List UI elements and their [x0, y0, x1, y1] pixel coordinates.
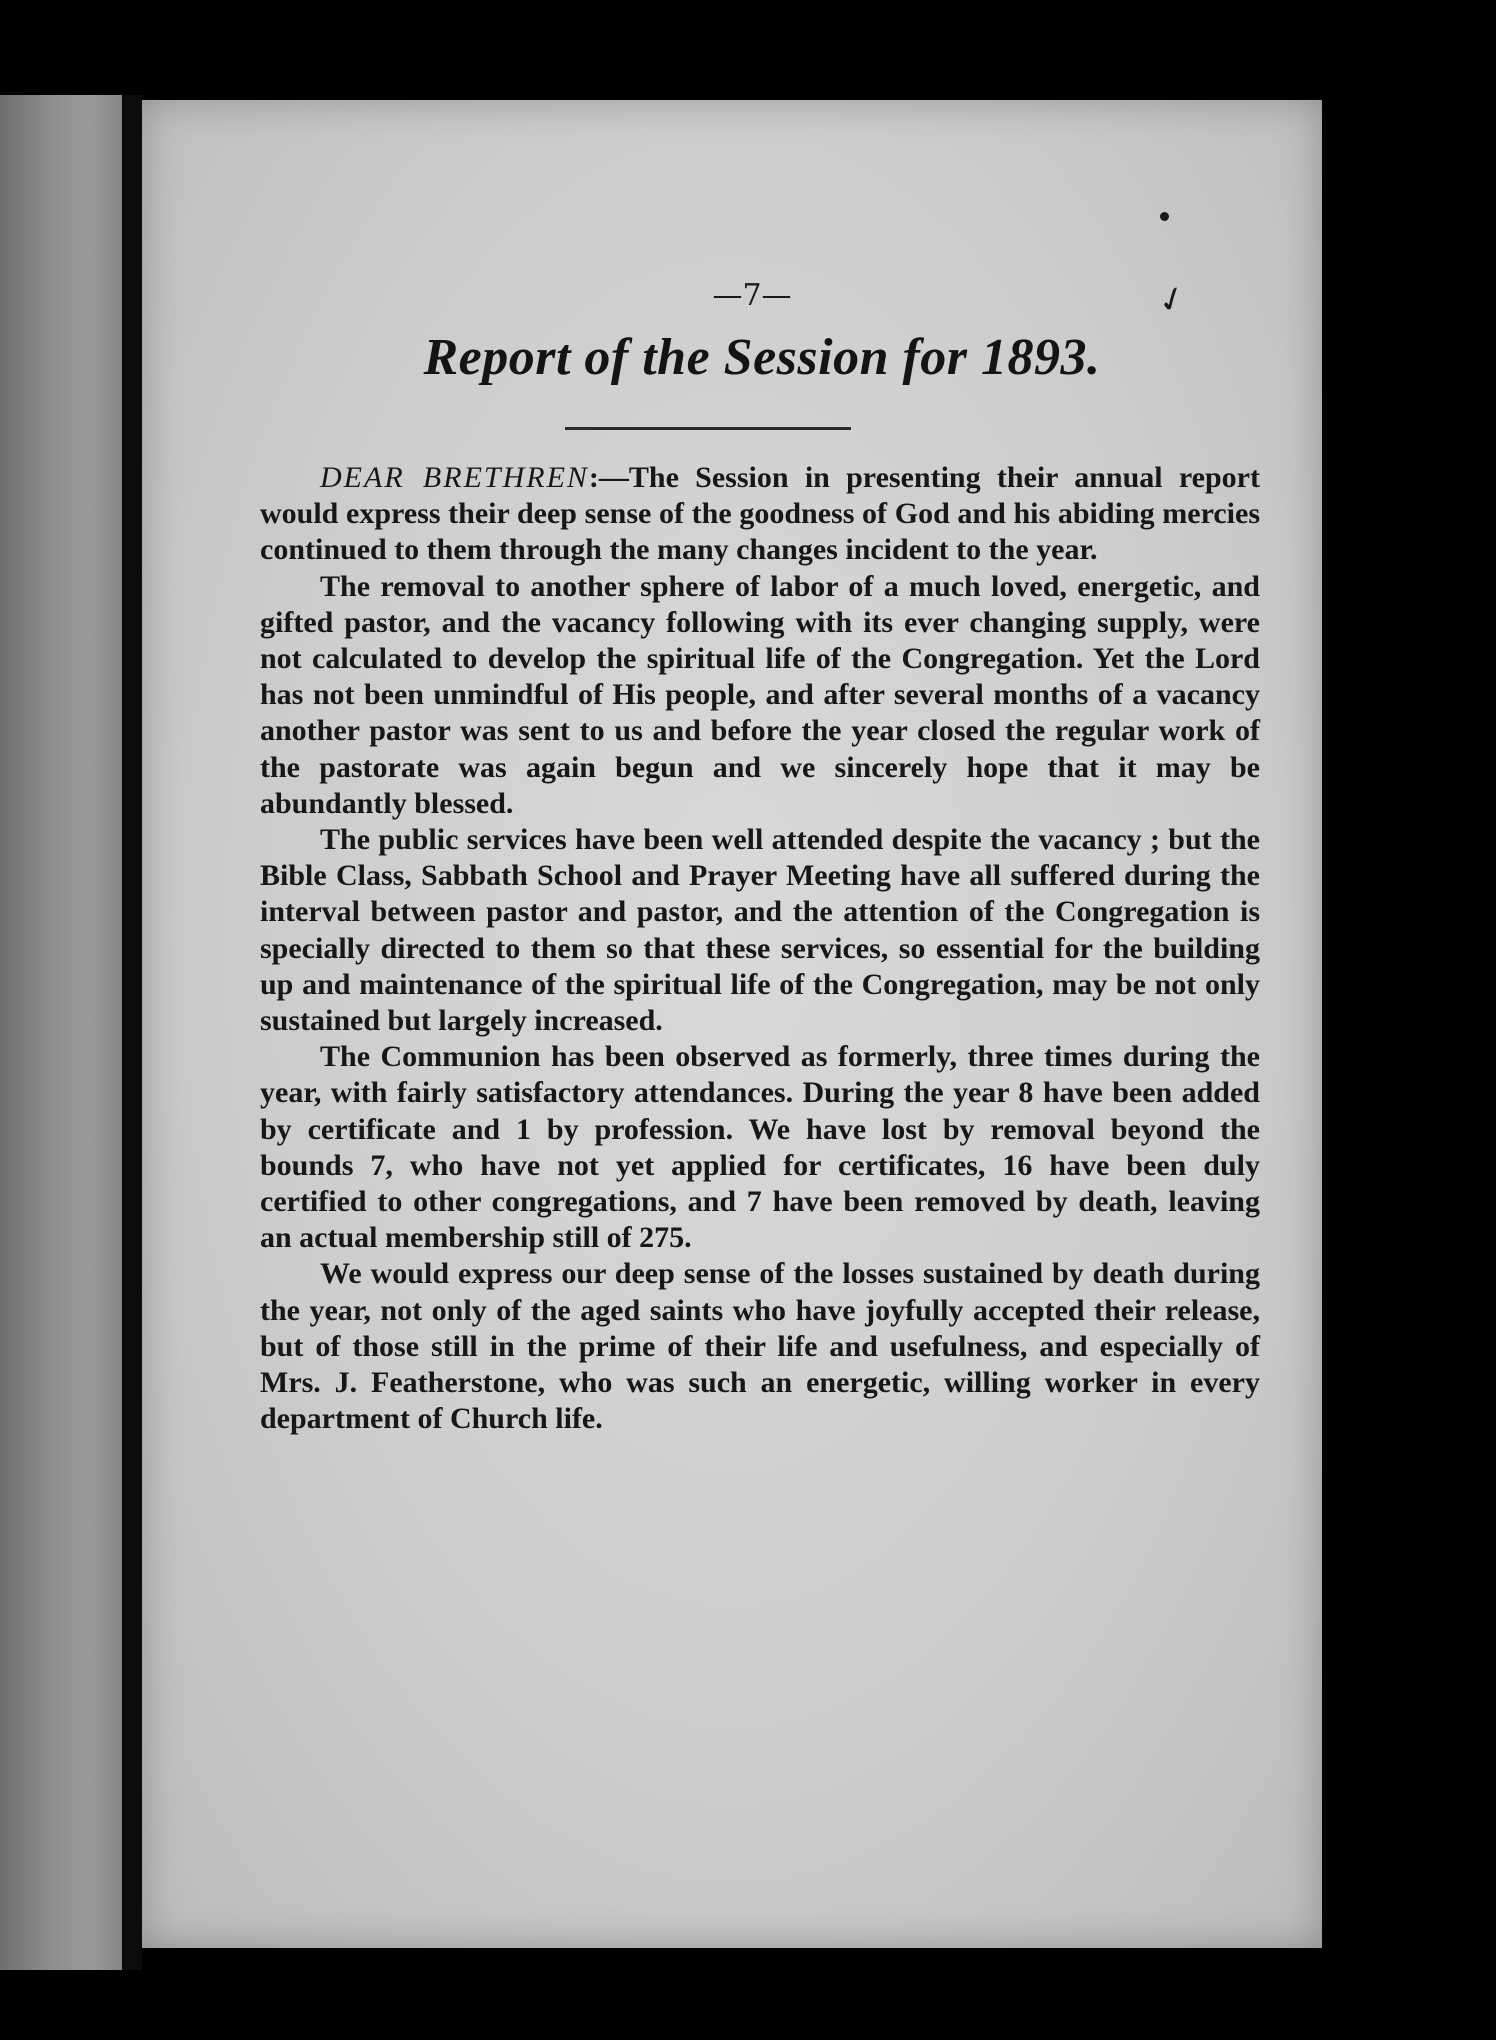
- ink-dot-mark: [1160, 212, 1169, 221]
- paragraph-1-text: :—The Session in presenting their annual report would express their deep sense of the goodness of God and his abiding mercies continued to them through the many changes incident to the year.: [260, 461, 1260, 567]
- paragraph-2: The removal to another sphere of labor of a much loved, energetic, and gifted pastor, and the vacancy following with its ever changing supply, were not calculated to develop the spiritual life of the Congregation. Yet the Lord has not been unmindful of His people, and after several months of a vacancy another pastor was sent to us and before the year closed the regular work of the pastorate was again begun and we sincerely hope that it may be abundantly blessed.: [260, 569, 1260, 820]
- page-gutter: [122, 95, 142, 1970]
- paragraph-4: The Communion has been observed as formerly, three times during the year, with fairly satisfactory attendances. During the year 8 have been added by certificate and 1 by profession. We have lost by removal beyond the bounds 7, who have not yet applied for certificates, 16 have been duly certified to other congregations, and 7 have been removed by death, leaving an actual membership still of 275.: [260, 1040, 1260, 1255]
- pencil-check-icon: ✓: [1152, 276, 1193, 324]
- salutation: DEAR BRETHREN: [320, 461, 589, 494]
- page-number: —7—: [712, 278, 792, 313]
- paragraph-3: The public services have been well attended despite the vacancy ; but the Bible Class, Sabbath School and Prayer Meeting have all suffered during the interval between pastor and pastor, and the attention of the Congregation is specially directed to them so that these services, so essential for the building up and maintenance of the spiritual life of the Congregation, may be not only sustained but largely increased.: [260, 823, 1260, 1038]
- left-page-edge: [0, 95, 122, 1970]
- page-title: Report of the Session for 1893.: [423, 329, 1101, 386]
- paragraph-1: [260, 460, 1260, 569]
- title-rule: [565, 427, 851, 430]
- report-body: [260, 460, 1260, 1437]
- paragraph-5: We would express our deep sense of the losses sustained by death during the year, not only of the aged saints who have joyfully accepted their release, but of those still in the prime of their life and usefulness, and especially of Mrs. J. Featherstone, who was such an energetic, willing worker in every department of Church life.: [260, 1257, 1260, 1436]
- document-page: [142, 100, 1322, 1948]
